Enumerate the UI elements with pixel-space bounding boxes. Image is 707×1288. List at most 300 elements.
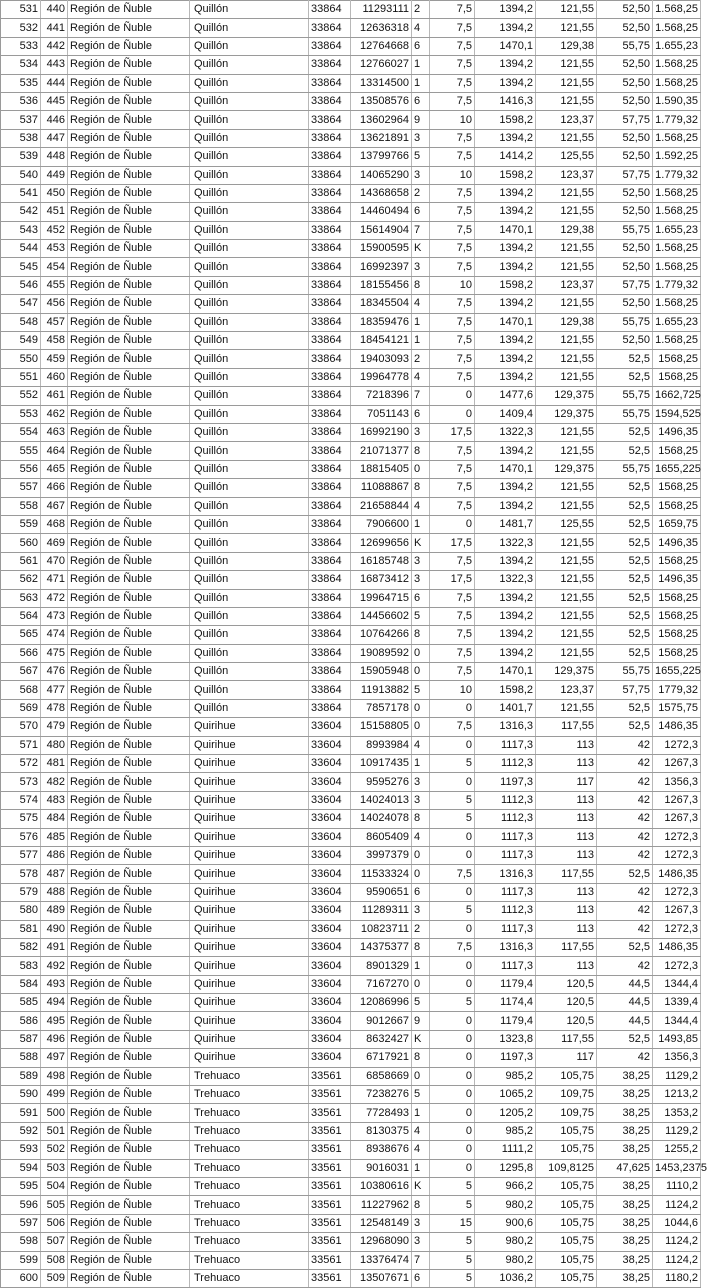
cell-commune[interactable]: Quirihue [190,902,309,920]
cell-region[interactable]: Región de Ñuble [68,129,190,147]
cell-value-b[interactable]: 1394,2 [475,442,536,460]
cell-value-b[interactable]: 1470,1 [475,313,536,331]
cell-item-id[interactable]: 500 [41,1104,68,1122]
cell-item-id[interactable]: 491 [41,938,68,956]
cell-value-d[interactable]: 55,75 [597,37,653,55]
cell-row-number[interactable]: 583 [1,957,41,975]
cell-value-d[interactable]: 52,50 [597,295,653,313]
cell-code[interactable]: 33864 [309,681,351,699]
cell-value-a[interactable]: 7,5 [430,442,475,460]
cell-region[interactable]: Región de Ñuble [68,497,190,515]
cell-value-b[interactable]: 1179,4 [475,975,536,993]
cell-value-c[interactable]: 121,55 [536,129,597,147]
cell-value-b[interactable]: 1117,3 [475,846,536,864]
cell-value-a[interactable]: 7,5 [430,718,475,736]
cell-code[interactable]: 33864 [309,552,351,570]
cell-value-c[interactable]: 113 [536,902,597,920]
cell-commune[interactable]: Quillón [190,37,309,55]
cell-row-number[interactable]: 580 [1,902,41,920]
cell-rut[interactable]: 15614904 [351,221,412,239]
cell-commune[interactable]: Quillón [190,423,309,441]
cell-rut[interactable]: 7906600 [351,515,412,533]
cell-value-a[interactable]: 5 [430,902,475,920]
cell-item-id[interactable]: 495 [41,1012,68,1030]
cell-check-digit[interactable]: 5 [412,681,430,699]
cell-region[interactable]: Región de Ñuble [68,607,190,625]
cell-check-digit[interactable]: 2 [412,350,430,368]
cell-row-number[interactable]: 543 [1,221,41,239]
cell-code[interactable]: 33604 [309,755,351,773]
cell-value-d[interactable]: 42 [597,791,653,809]
cell-value-b[interactable]: 1205,2 [475,1104,536,1122]
cell-value-c[interactable]: 129,375 [536,460,597,478]
cell-commune[interactable]: Quillón [190,111,309,129]
cell-value-d[interactable]: 52,5 [597,1030,653,1048]
cell-total[interactable]: 1272,3 [653,883,701,901]
cell-row-number[interactable]: 548 [1,313,41,331]
cell-region[interactable]: Región de Ñuble [68,479,190,497]
cell-commune[interactable]: Quillón [190,607,309,625]
cell-row-number[interactable]: 579 [1,883,41,901]
cell-rut[interactable]: 7238276 [351,1086,412,1104]
cell-value-b[interactable]: 1117,3 [475,828,536,846]
cell-rut[interactable]: 18359476 [351,313,412,331]
cell-value-b[interactable]: 1065,2 [475,1086,536,1104]
cell-check-digit[interactable]: 3 [412,258,430,276]
cell-commune[interactable]: Quillón [190,203,309,221]
cell-value-a[interactable]: 0 [430,405,475,423]
cell-commune[interactable]: Quillón [190,1,309,19]
cell-value-d[interactable]: 52,5 [597,515,653,533]
cell-value-a[interactable]: 7,5 [430,258,475,276]
cell-code[interactable]: 33561 [309,1196,351,1214]
cell-row-number[interactable]: 547 [1,295,41,313]
cell-value-d[interactable]: 52,50 [597,332,653,350]
cell-value-a[interactable]: 7,5 [430,295,475,313]
cell-value-a[interactable]: 7,5 [430,184,475,202]
cell-item-id[interactable]: 479 [41,718,68,736]
cell-total[interactable]: 1.568,25 [653,56,701,74]
cell-value-b[interactable]: 1197,3 [475,1049,536,1067]
cell-item-id[interactable]: 506 [41,1214,68,1232]
cell-value-c[interactable]: 105,75 [536,1178,597,1196]
cell-value-c[interactable]: 121,55 [536,368,597,386]
cell-region[interactable]: Región de Ñuble [68,1196,190,1214]
cell-value-b[interactable]: 985,2 [475,1122,536,1140]
cell-row-number[interactable]: 549 [1,332,41,350]
cell-commune[interactable]: Trehuaco [190,1067,309,1085]
cell-value-a[interactable]: 0 [430,1067,475,1085]
cell-region[interactable]: Región de Ñuble [68,699,190,717]
cell-check-digit[interactable]: 8 [412,938,430,956]
cell-commune[interactable]: Quillón [190,497,309,515]
cell-code[interactable]: 33864 [309,56,351,74]
cell-value-c[interactable]: 121,55 [536,1,597,19]
cell-commune[interactable]: Trehuaco [190,1196,309,1214]
cell-rut[interactable]: 7167270 [351,975,412,993]
cell-row-number[interactable]: 534 [1,56,41,74]
cell-row-number[interactable]: 557 [1,479,41,497]
cell-row-number[interactable]: 597 [1,1214,41,1232]
cell-value-d[interactable]: 55,75 [597,313,653,331]
cell-commune[interactable]: Quillón [190,442,309,460]
cell-total[interactable]: 1.568,25 [653,19,701,37]
cell-value-a[interactable]: 7,5 [430,607,475,625]
cell-rut[interactable]: 13621891 [351,129,412,147]
cell-code[interactable]: 33864 [309,644,351,662]
cell-value-c[interactable]: 117,55 [536,1030,597,1048]
cell-row-number[interactable]: 581 [1,920,41,938]
cell-commune[interactable]: Trehuaco [190,1141,309,1159]
cell-region[interactable]: Región de Ñuble [68,1012,190,1030]
cell-row-number[interactable]: 540 [1,166,41,184]
cell-region[interactable]: Región de Ñuble [68,460,190,478]
cell-value-a[interactable]: 7,5 [430,460,475,478]
cell-item-id[interactable]: 488 [41,883,68,901]
cell-check-digit[interactable]: 5 [412,607,430,625]
cell-code[interactable]: 33864 [309,240,351,258]
cell-value-d[interactable]: 42 [597,902,653,920]
cell-check-digit[interactable]: 1 [412,313,430,331]
cell-value-d[interactable]: 42 [597,736,653,754]
cell-item-id[interactable]: 445 [41,92,68,110]
cell-check-digit[interactable]: 4 [412,1141,430,1159]
cell-item-id[interactable]: 490 [41,920,68,938]
cell-value-b[interactable]: 1394,2 [475,19,536,37]
cell-value-b[interactable]: 1394,2 [475,129,536,147]
cell-value-b[interactable]: 1470,1 [475,663,536,681]
cell-rut[interactable]: 10823711 [351,920,412,938]
cell-value-c[interactable]: 105,75 [536,1233,597,1251]
cell-total[interactable]: 1272,3 [653,828,701,846]
cell-rut[interactable]: 12548149 [351,1214,412,1232]
cell-value-c[interactable]: 117 [536,773,597,791]
cell-check-digit[interactable]: 2 [412,920,430,938]
cell-value-b[interactable]: 1470,1 [475,460,536,478]
cell-value-c[interactable]: 105,75 [536,1196,597,1214]
cell-check-digit[interactable]: 6 [412,883,430,901]
cell-rut[interactable]: 11227962 [351,1196,412,1214]
cell-value-b[interactable]: 1316,3 [475,938,536,956]
cell-row-number[interactable]: 550 [1,350,41,368]
cell-item-id[interactable]: 441 [41,19,68,37]
cell-code[interactable]: 33864 [309,221,351,239]
cell-row-number[interactable]: 577 [1,846,41,864]
cell-region[interactable]: Región de Ñuble [68,74,190,92]
cell-value-a[interactable]: 10 [430,681,475,699]
cell-commune[interactable]: Quillón [190,129,309,147]
cell-value-d[interactable]: 52,5 [597,718,653,736]
cell-rut[interactable]: 13602964 [351,111,412,129]
cell-row-number[interactable]: 545 [1,258,41,276]
cell-rut[interactable]: 7857178 [351,699,412,717]
cell-value-a[interactable]: 7,5 [430,129,475,147]
cell-commune[interactable]: Trehuaco [190,1251,309,1269]
cell-commune[interactable]: Quirihue [190,773,309,791]
cell-item-id[interactable]: 442 [41,37,68,55]
cell-total[interactable]: 1124,2 [653,1251,701,1269]
cell-item-id[interactable]: 502 [41,1141,68,1159]
cell-code[interactable]: 33864 [309,405,351,423]
cell-code[interactable]: 33864 [309,534,351,552]
cell-total[interactable]: 1124,2 [653,1196,701,1214]
cell-total[interactable]: 1344,4 [653,975,701,993]
cell-code[interactable]: 33864 [309,515,351,533]
cell-item-id[interactable]: 473 [41,607,68,625]
cell-rut[interactable]: 18815405 [351,460,412,478]
cell-check-digit[interactable]: K [412,1030,430,1048]
cell-value-b[interactable]: 1394,2 [475,332,536,350]
cell-value-b[interactable]: 1394,2 [475,1,536,19]
cell-row-number[interactable]: 590 [1,1086,41,1104]
cell-value-d[interactable]: 57,75 [597,166,653,184]
cell-total[interactable]: 1344,4 [653,1012,701,1030]
cell-value-a[interactable]: 15 [430,1214,475,1232]
cell-item-id[interactable]: 481 [41,755,68,773]
cell-code[interactable]: 33864 [309,497,351,515]
cell-rut[interactable]: 13376474 [351,1251,412,1269]
cell-code[interactable]: 33864 [309,166,351,184]
cell-code[interactable]: 33604 [309,920,351,938]
cell-value-b[interactable]: 1316,3 [475,865,536,883]
cell-code[interactable]: 33604 [309,1049,351,1067]
cell-row-number[interactable]: 562 [1,571,41,589]
cell-row-number[interactable]: 538 [1,129,41,147]
cell-item-id[interactable]: 443 [41,56,68,74]
cell-region[interactable]: Región de Ñuble [68,1030,190,1048]
cell-total[interactable]: 1267,3 [653,902,701,920]
cell-region[interactable]: Región de Ñuble [68,736,190,754]
cell-rut[interactable]: 11293111 [351,1,412,19]
cell-row-number[interactable]: 544 [1,240,41,258]
cell-rut[interactable]: 15158805 [351,718,412,736]
cell-item-id[interactable]: 475 [41,644,68,662]
cell-row-number[interactable]: 558 [1,497,41,515]
cell-value-c[interactable]: 105,75 [536,1122,597,1140]
cell-row-number[interactable]: 546 [1,276,41,294]
cell-value-c[interactable]: 129,38 [536,221,597,239]
cell-region[interactable]: Región de Ñuble [68,663,190,681]
cell-region[interactable]: Región de Ñuble [68,1251,190,1269]
cell-value-b[interactable]: 1112,3 [475,791,536,809]
cell-value-c[interactable]: 113 [536,755,597,773]
cell-check-digit[interactable]: 4 [412,1122,430,1140]
cell-value-a[interactable]: 5 [430,1196,475,1214]
cell-value-c[interactable]: 117,55 [536,718,597,736]
cell-value-a[interactable]: 17,5 [430,571,475,589]
cell-rut[interactable]: 8901329 [351,957,412,975]
cell-check-digit[interactable]: 3 [412,166,430,184]
cell-total[interactable]: 1272,3 [653,920,701,938]
cell-value-c[interactable]: 125,55 [536,148,597,166]
cell-value-a[interactable]: 7,5 [430,589,475,607]
cell-item-id[interactable]: 492 [41,957,68,975]
cell-value-b[interactable]: 1112,3 [475,902,536,920]
cell-code[interactable]: 33561 [309,1141,351,1159]
cell-total[interactable]: 1.568,25 [653,129,701,147]
cell-row-number[interactable]: 575 [1,810,41,828]
cell-total[interactable]: 1255,2 [653,1141,701,1159]
cell-region[interactable]: Región de Ñuble [68,56,190,74]
cell-rut[interactable]: 9595276 [351,773,412,791]
cell-item-id[interactable]: 483 [41,791,68,809]
cell-check-digit[interactable]: K [412,1178,430,1196]
cell-value-c[interactable]: 121,55 [536,184,597,202]
cell-commune[interactable]: Quillón [190,56,309,74]
cell-value-a[interactable]: 7,5 [430,19,475,37]
cell-rut[interactable]: 14024013 [351,791,412,809]
cell-region[interactable]: Región de Ñuble [68,681,190,699]
cell-code[interactable]: 33864 [309,350,351,368]
cell-code[interactable]: 33604 [309,736,351,754]
cell-item-id[interactable]: 470 [41,552,68,570]
cell-value-a[interactable]: 0 [430,883,475,901]
cell-item-id[interactable]: 462 [41,405,68,423]
cell-code[interactable]: 33864 [309,368,351,386]
cell-total[interactable]: 1568,25 [653,607,701,625]
cell-rut[interactable]: 16873412 [351,571,412,589]
cell-rut[interactable]: 11289311 [351,902,412,920]
cell-rut[interactable]: 8605409 [351,828,412,846]
cell-row-number[interactable]: 598 [1,1233,41,1251]
cell-region[interactable]: Región de Ñuble [68,755,190,773]
cell-value-c[interactable]: 121,55 [536,19,597,37]
cell-check-digit[interactable]: 3 [412,423,430,441]
cell-item-id[interactable]: 507 [41,1233,68,1251]
cell-commune[interactable]: Quirihue [190,957,309,975]
cell-value-d[interactable]: 38,25 [597,1251,653,1269]
cell-check-digit[interactable]: 4 [412,295,430,313]
cell-check-digit[interactable]: 9 [412,111,430,129]
cell-value-d[interactable]: 57,75 [597,276,653,294]
cell-row-number[interactable]: 586 [1,1012,41,1030]
cell-value-b[interactable]: 1394,2 [475,589,536,607]
cell-item-id[interactable]: 466 [41,479,68,497]
cell-value-d[interactable]: 52,5 [597,607,653,625]
cell-value-d[interactable]: 52,5 [597,552,653,570]
cell-item-id[interactable]: 487 [41,865,68,883]
cell-rut[interactable]: 13508576 [351,92,412,110]
cell-rut[interactable]: 16992190 [351,423,412,441]
cell-value-d[interactable]: 52,50 [597,148,653,166]
cell-value-b[interactable]: 1394,2 [475,295,536,313]
cell-value-b[interactable]: 1598,2 [475,681,536,699]
cell-code[interactable]: 33864 [309,111,351,129]
cell-total[interactable]: 1779,32 [653,681,701,699]
cell-commune[interactable]: Quillón [190,644,309,662]
cell-value-c[interactable]: 120,5 [536,1012,597,1030]
cell-row-number[interactable]: 576 [1,828,41,846]
cell-value-d[interactable]: 44,5 [597,1012,653,1030]
cell-rut[interactable]: 14368658 [351,184,412,202]
cell-total[interactable]: 1044,6 [653,1214,701,1232]
cell-check-digit[interactable]: 6 [412,1269,430,1287]
cell-commune[interactable]: Trehuaco [190,1233,309,1251]
cell-value-b[interactable]: 1117,3 [475,920,536,938]
cell-row-number[interactable]: 566 [1,644,41,662]
cell-region[interactable]: Región de Ñuble [68,938,190,956]
cell-total[interactable]: 1575,75 [653,699,701,717]
cell-check-digit[interactable]: 0 [412,644,430,662]
cell-value-a[interactable]: 7,5 [430,368,475,386]
cell-commune[interactable]: Trehuaco [190,1104,309,1122]
cell-commune[interactable]: Quillón [190,368,309,386]
cell-commune[interactable]: Trehuaco [190,1086,309,1104]
cell-value-a[interactable]: 7,5 [430,240,475,258]
cell-region[interactable]: Región de Ñuble [68,552,190,570]
cell-value-b[interactable]: 900,6 [475,1214,536,1232]
cell-item-id[interactable]: 497 [41,1049,68,1067]
cell-value-a[interactable]: 10 [430,111,475,129]
cell-row-number[interactable]: 582 [1,938,41,956]
cell-item-id[interactable]: 455 [41,276,68,294]
cell-commune[interactable]: Quirihue [190,736,309,754]
cell-item-id[interactable]: 474 [41,626,68,644]
cell-value-a[interactable]: 0 [430,699,475,717]
cell-commune[interactable]: Quillón [190,184,309,202]
cell-item-id[interactable]: 464 [41,442,68,460]
cell-check-digit[interactable]: 0 [412,846,430,864]
cell-row-number[interactable]: 560 [1,534,41,552]
cell-commune[interactable]: Quillón [190,663,309,681]
cell-total[interactable]: 1655,225 [653,460,701,478]
cell-value-d[interactable]: 52,5 [597,479,653,497]
cell-region[interactable]: Región de Ñuble [68,1,190,19]
cell-value-a[interactable]: 7,5 [430,74,475,92]
cell-rut[interactable]: 6717921 [351,1049,412,1067]
cell-value-b[interactable]: 1394,2 [475,74,536,92]
cell-total[interactable]: 1.655,23 [653,37,701,55]
cell-total[interactable]: 1655,225 [653,663,701,681]
cell-value-c[interactable]: 123,37 [536,111,597,129]
cell-row-number[interactable]: 589 [1,1067,41,1085]
cell-check-digit[interactable]: 1 [412,332,430,350]
cell-total[interactable]: 1267,3 [653,810,701,828]
cell-check-digit[interactable]: 8 [412,1049,430,1067]
cell-item-id[interactable]: 486 [41,846,68,864]
cell-value-c[interactable]: 105,75 [536,1269,597,1287]
cell-total[interactable]: 1339,4 [653,994,701,1012]
cell-value-d[interactable]: 38,25 [597,1104,653,1122]
cell-rut[interactable]: 19089592 [351,644,412,662]
cell-region[interactable]: Región de Ñuble [68,368,190,386]
cell-value-c[interactable]: 121,55 [536,240,597,258]
cell-item-id[interactable]: 496 [41,1030,68,1048]
cell-value-a[interactable]: 7,5 [430,332,475,350]
cell-value-d[interactable]: 52,5 [597,534,653,552]
cell-item-id[interactable]: 450 [41,184,68,202]
cell-code[interactable]: 33604 [309,846,351,864]
cell-check-digit[interactable]: 7 [412,1251,430,1269]
cell-region[interactable]: Región de Ñuble [68,975,190,993]
cell-item-id[interactable]: 449 [41,166,68,184]
cell-rut[interactable]: 16185748 [351,552,412,570]
cell-check-digit[interactable]: 1 [412,74,430,92]
cell-item-id[interactable]: 493 [41,975,68,993]
cell-row-number[interactable]: 599 [1,1251,41,1269]
cell-rut[interactable]: 8938676 [351,1141,412,1159]
cell-value-d[interactable]: 52,5 [597,626,653,644]
cell-row-number[interactable]: 551 [1,368,41,386]
cell-code[interactable]: 33864 [309,19,351,37]
cell-value-d[interactable]: 44,5 [597,994,653,1012]
cell-check-digit[interactable]: 0 [412,1067,430,1085]
cell-value-d[interactable]: 55,75 [597,460,653,478]
cell-value-a[interactable]: 7,5 [430,221,475,239]
cell-row-number[interactable]: 532 [1,19,41,37]
cell-value-c[interactable]: 105,75 [536,1067,597,1085]
cell-rut[interactable]: 12636318 [351,19,412,37]
